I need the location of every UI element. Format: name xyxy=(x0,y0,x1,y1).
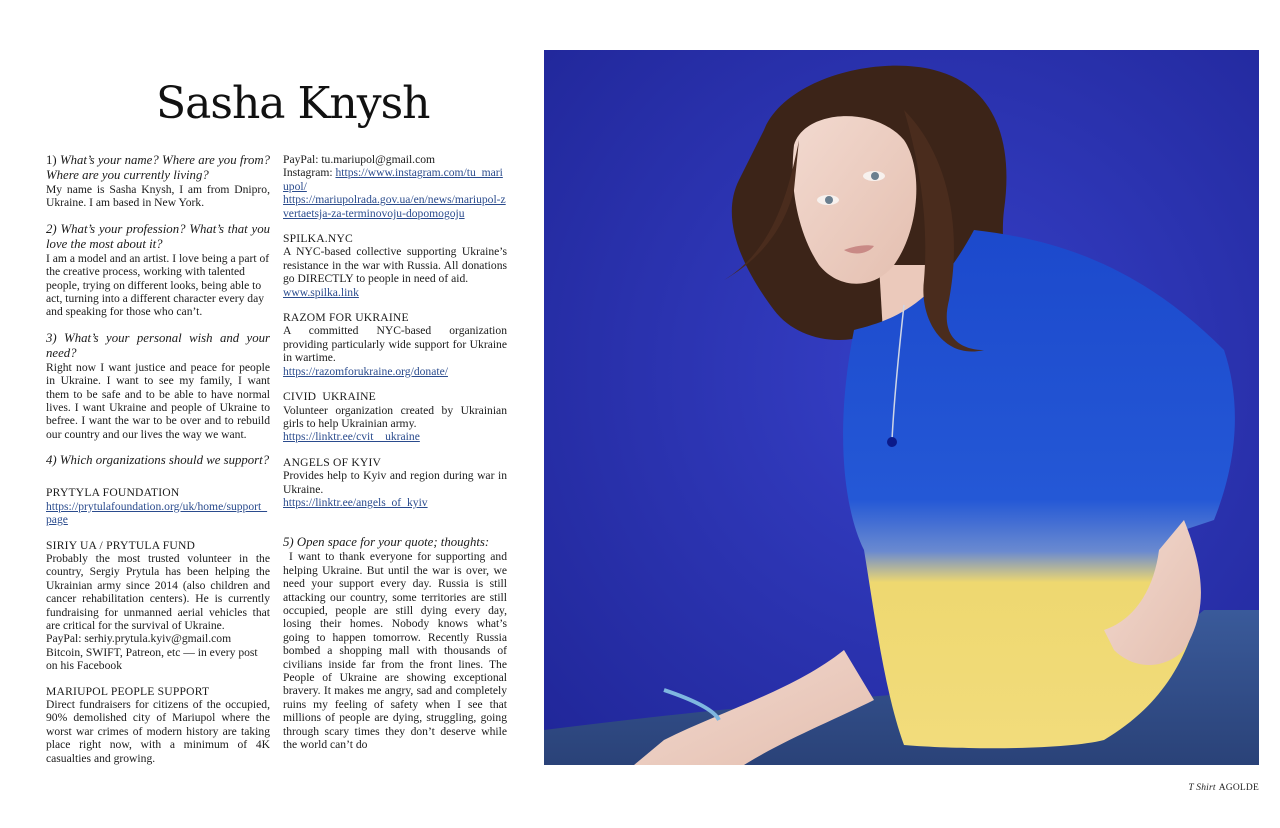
org-link-angels-of-kyiv[interactable]: https://linktr.ee/angels_of_kyiv xyxy=(283,495,428,509)
question-1-text: What’s your name? Where are you from? Where are you currently living? xyxy=(46,153,270,182)
org-link-civid[interactable]: https://linktr.ee/cvit__ukraine xyxy=(283,430,420,444)
org-name-civid: CIVID UKRAINE xyxy=(283,390,376,404)
portrait-photo xyxy=(544,50,1259,765)
org-text-civid: Volunteer organization created by Ukrainian girls to help Ukrainian army. xyxy=(283,403,507,430)
org-name-mariupol-people-support: MARIUPOL PEOPLE SUPPORT xyxy=(46,684,210,698)
org-name-angels-of-kyiv: ANGELS OF KYIV xyxy=(283,455,382,469)
org-link-razom[interactable]: https://razomforukraine.org/donate/ xyxy=(283,364,448,378)
instagram-label: Instagram: xyxy=(283,166,336,180)
org-text-spilka: A NYC-based collective supporting Ukraine’s resistance in the war with Russia. All donations go DIRECTLY to people in need of aid. xyxy=(283,245,507,286)
question-1-number: 1) xyxy=(46,153,60,167)
text-column-left xyxy=(46,153,270,765)
question-5: 5) Open space for your quote; thoughts: xyxy=(283,535,490,550)
text-column-right xyxy=(283,153,507,751)
org-text-razom: A committed NYC-based organization providing particularly wide support for Ukraine in wartime. xyxy=(283,324,507,365)
org-link-prytula-foundation[interactable]: https://prytulafoundation.org/uk/home/support_page xyxy=(46,499,268,527)
instagram-link[interactable]: https://www.instagram.com/tu_mariupol/ xyxy=(283,166,503,193)
org-text-mariupol-people-support: Direct fundraisers for citizens of the occupied, 90% demolished city of Mariupol where the worst war crimes of modern history are taking place right now, with a minimum of 4K casualties and growing. xyxy=(46,697,270,765)
org-text-siriy-ua: Probably the most trusted volunteer in the country, Sergiy Prytula has been helping the Ukrainian army since 2014 (also children and cancer rehabilitation centers). He is currently fundraising for unmanned aerial vehicles that are critical for the survival of Ukraine. xyxy=(46,551,270,632)
org-name-prytula-foundation: PRYTYLA FOUNDATION xyxy=(46,486,180,500)
answer-5: I want to thank everyone for supporting and helping Ukraine. But until the war is over, we need your support every day. Russia is still attacking our country, some territories are still occupied, people are still dying every day, losing their homes. Nobody knows what’s going to happen tomorrow. Recently Russia bombed a shopping mall with thousands of civilians inside far from the front lines. The People of Ukraine are showing exceptional bravery. It makes me angry, sad and completely ruins my feeling of safety when I see that millions of people are dying, struggling, going through scary times they don’t deserve while the world can’t do xyxy=(283,550,507,752)
portrait-illustration xyxy=(544,50,1259,765)
necklace-pendant xyxy=(887,437,897,447)
mariupol-paypal: PayPal: tu.mariupol@gmail.com xyxy=(283,153,436,166)
org-name-razom: RAZOM FOR UKRAINE xyxy=(283,311,409,325)
org-name-spilka: SPILKA.NYC xyxy=(283,232,353,246)
mariupol-rada-link[interactable]: https://mariupolrada.gov.ua/en/news/mariupol-zvertaetsja-za-terminovoju-dopomogoju xyxy=(283,193,506,220)
question-2: 2) What’s your profession? What’s that you love the most about it? xyxy=(46,221,270,251)
photo-credit xyxy=(1188,783,1259,793)
credit-brand: AGOLDE xyxy=(1218,783,1259,793)
org-name-siriy-ua: SIRIY UA / PRYTULA FUND xyxy=(46,538,196,552)
answer-3: Right now I want justice and peace for people in Ukraine. I want to see my family, I want them to be safe and to be able to have normal lives. I want Ukraine and people of Ukraine to befree. I want the war to be over and to rebuild our country and our lives the way we want. xyxy=(46,360,270,441)
org-link-spilka[interactable]: www.spilka.link xyxy=(283,285,359,299)
article-title: Sasha Knysh xyxy=(156,78,430,129)
org-other-siriy-ua: Bitcoin, SWIFT, Patreon, etc — in every post on his Facebook xyxy=(46,645,258,673)
org-text-angels-of-kyiv: Provides help to Kyiv and region during war in Ukraine. xyxy=(283,469,507,496)
answer-2: I am a model and an artist. I love being a part of the creative process, working with talented people, trying on different looks, being able to act, turning into a different character every day and speaking for those who can’t. xyxy=(46,251,270,319)
answer-1: My name is Sasha Knysh, I am from Dnipro, Ukraine. I am based in New York. xyxy=(46,183,270,210)
org-paypal-siriy-ua: PayPal: serhiy.prytula.kyiv@gmail.com xyxy=(46,632,232,646)
mariupol-instagram xyxy=(283,166,507,193)
question-1 xyxy=(46,153,270,183)
question-4: 4) Which organizations should we support? xyxy=(46,453,270,468)
credit-label: T Shirt xyxy=(1188,783,1216,793)
question-3: 3) What’s your personal wish and your need? xyxy=(46,330,270,360)
